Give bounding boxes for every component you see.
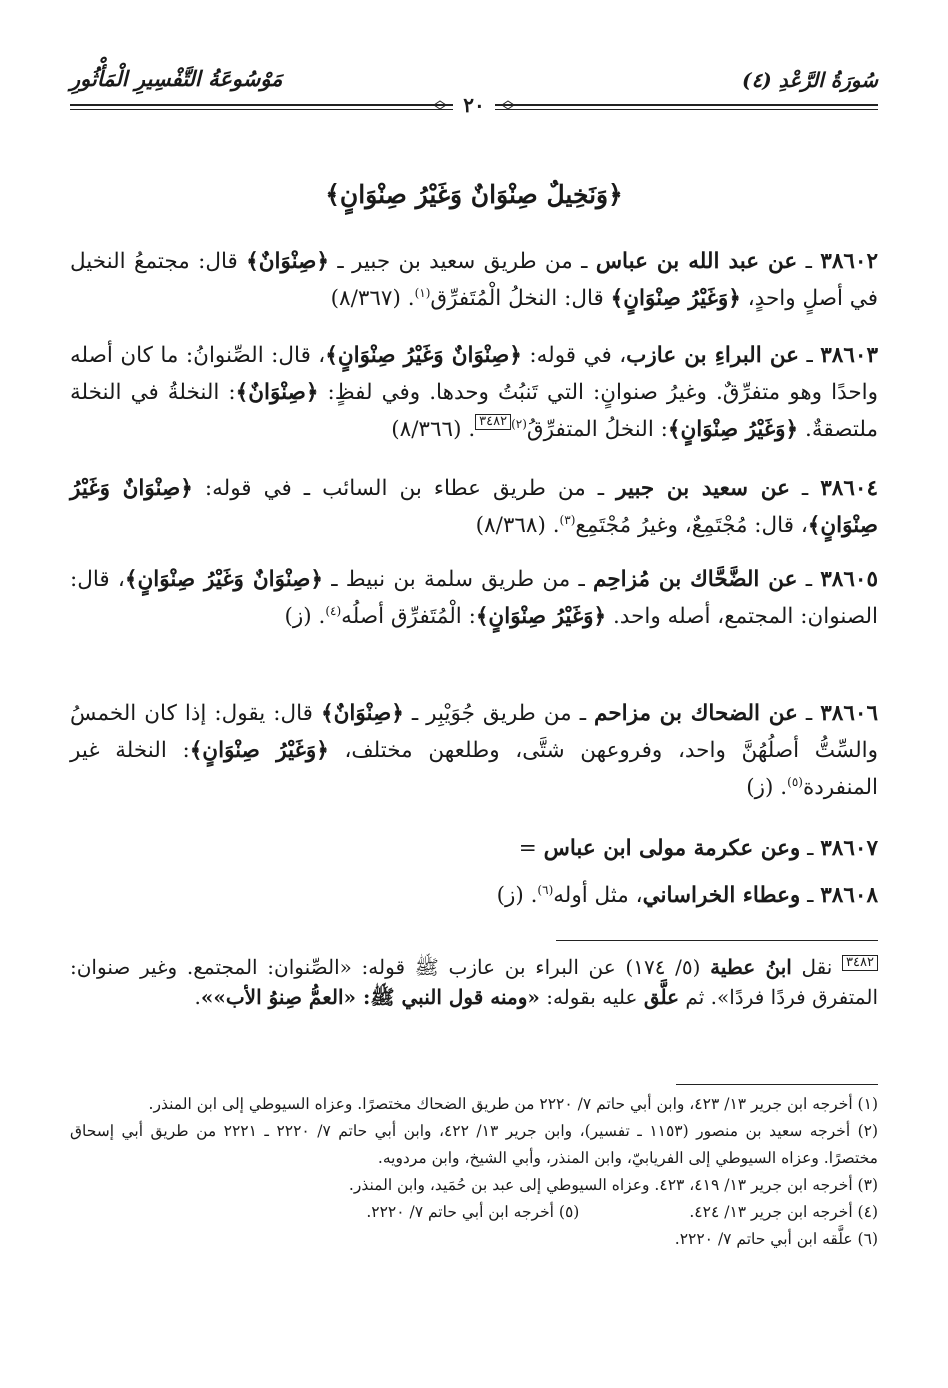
commentary-separator [556, 940, 878, 941]
surah-title: سُورَةُ الرَّعْدِ (٤) [742, 68, 878, 92]
commentary-author: ابنُ عطية [710, 955, 792, 979]
narration-text: ، في قوله: [521, 343, 627, 368]
book-title: مَوْسُوعَةُ التَّفْسِيرِ الْمَأْثُورِ [70, 66, 283, 91]
narrator: عن عبد الله بن عباس [595, 249, 798, 274]
narration-text: . [468, 417, 476, 442]
footnote-marker: (٥) [787, 774, 803, 789]
narration-text: قال: يقول: إذا كان الخمسُ والسِّتُّ أصلُهُنَّ واحد، وفروعهن شتَّى، وطلعهن مختلف، [70, 701, 878, 763]
verse-heading: ﴿وَنَخِيلٌ صِنْوَانٌ وَغَيْرُ صِنْوَانٍ﴾ [325, 180, 623, 209]
reference: (٨/٣٦٧) [330, 286, 401, 311]
narration-text: : النخلُ المتفرِّقُ [526, 417, 668, 442]
page-number: ٢٠ [453, 93, 494, 117]
narration-text: ، قال: الصِّنوانُ: ما كان أصله واحدًا وهو متفرِّقٌ. وغيرُ صنوانٍ: التي تَنبُتُ وحدها. وفي لفظٍ: [70, 343, 879, 405]
commentary-number: ٣٤٨٢ [842, 955, 878, 971]
narration-38602: ٣٨٦٠٢ ـ عن عبد الله بن عباس ـ من طريق سعيد بن جبير ـ ﴿صِنْوَانٌ﴾ قال: مجتمعُ النخيل في أصلٍ واحدٍ، ﴿وَغَيْرُ صِنْوَانٍ﴾ قال: النخلُ الْمُتَفرِّق$^{(١)}$. (٨/٣٦٧) [70, 249, 879, 311]
narration-text: = [518, 836, 544, 861]
footnote: (٣) أخرجه ابن جرير ١٣/ ٤١٩، ٤٢٣. وعزاه السيوطي إلى عبد بن حُمَيد، وابن المنذر. [348, 1176, 878, 1194]
narration-text: ، قال: مُجْتَمِعٌ، وغيرُ مُجْتَمِع [575, 513, 808, 538]
quran-quote: ﴿وَغَيْرُ صِنْوَانٍ﴾ [667, 417, 799, 442]
quran-quote: ﴿صِنْوَانٌ﴾ [320, 701, 404, 726]
narration-text: . [530, 883, 538, 908]
left-ornament-icon [374, 100, 448, 110]
commentary-note [70, 952, 878, 1012]
narration-text: . [780, 775, 788, 800]
narration-text: . [318, 604, 326, 629]
narration-number: ٣٨٦٠٣ [820, 343, 878, 368]
narration-text: : الْمُتَفرِّق أصلُه [341, 604, 476, 629]
footnote: (٦) علَّقه ابن أبي حاتم ٧/ ٢٢٢٠. [674, 1230, 878, 1248]
narrator: عن الضحاك بن مزاحم [594, 701, 798, 726]
footnote-marker: (٣) [559, 512, 576, 527]
narration-number: ٣٨٦٠٤ [820, 476, 878, 501]
narration-38606: ٣٨٦٠٦ ـ عن الضحاك بن مزاحم ـ من طريق جُوَيْبِر ـ ﴿صِنْوَانٌ﴾ قال: يقول: إذا كان الخمسُ والسِّتُّ أصلُهُنَّ واحد، وفروعهن شتَّى، وطلعهن مختلف، ﴿وَغَيْرُ صِنْوَانٍ﴾: النخلة غير المنفردة$^{(٥)}$. (ز) [70, 701, 878, 800]
quran-quote: ﴿صِنْوَانٌ﴾ [235, 380, 319, 405]
narration-number: ٣٨٦٠٥ [820, 567, 878, 592]
commentary-text: عليه بقوله: [539, 985, 644, 1009]
narration-number: ٣٨٦٠٦ [820, 701, 878, 726]
narration-text: ـ من طريق جُوَيْبِر ـ [403, 701, 595, 726]
narration-number: ٣٨٦٠٨ [820, 883, 878, 908]
narration-text: . [407, 286, 415, 311]
narrator: وعن عكرمة مولى ابن عباس [543, 836, 801, 861]
reference: (٨/٣٦٦) [391, 417, 462, 442]
quran-quote: ﴿وَغَيْرُ صِنْوَانٍ﴾ [610, 286, 741, 311]
footnote-marker: (١) [414, 285, 431, 300]
footnote: (٢) أخرجه سعيد بن منصور (١١٥٣ ـ تفسير)، وابن جرير ١٣/ ٤٢٢، وابن أبي حاتم ٧/ ٢٢٢٠ ـ ٢٢٢١ من طريق أبي إسحاق مختصرًا. وعزاه السيوطي إلى الفريابيّ، وابن المنذر، وأبي الشيخ، وابن مردويه. [70, 1122, 879, 1167]
footnote-marker: (٢) [511, 416, 527, 431]
quran-quote: ﴿وَغَيْرُ صِنْوَانٍ﴾ [189, 738, 329, 763]
narration-text: ـ من طريق عطاء بن السائب ـ في قوله: [192, 476, 617, 501]
narration-38607: ٣٨٦٠٧ ـ وعن عكرمة مولى ابن عباس = [518, 836, 878, 861]
narration-text: ، مثل أوله [553, 883, 643, 908]
narration-text: قال: مجتمعُ النخيل في أصلٍ واحدٍ، [70, 249, 878, 311]
narration-number: ٣٨٦٠٢ [820, 249, 879, 274]
narration-text: : النخلة غير المنفردة [70, 738, 878, 800]
narration-38605: ٣٨٦٠٥ ـ عن الضَّحَّاك بن مُزاحِم ـ من طريق سلمة بن نبيط ـ ﴿صِنْوَانٌ وَغَيْرُ صِنْوَانٍ﴾، قال: الصنوان: المجتمع، أصله واحد. ﴿وَغَيْرُ صِنْوَانٍ﴾: الْمُتَفرِّق أصلُه$^{(٤)}$. (ز) [70, 567, 878, 629]
quran-quote: ﴿صِنْوَانٌ﴾ [246, 249, 329, 274]
narration-text: : النخلةُ في النخلة ملتصقةٌ. [70, 380, 878, 442]
commentary-text: نقل [791, 955, 843, 979]
narration-number: ٣٨٦٠٧ [820, 836, 878, 861]
narration-text: ، قال: الصنوان: المجتمع، أصله واحد. [70, 567, 878, 629]
footnote: (١) أخرجه ابن جرير ١٣/ ٤٢٣، وابن أبي حاتم ٧/ ٢٢٢٠ من طريق الضحاك مختصرًا. وعزاه السيوطي إلى ابن المنذر. [148, 1095, 878, 1113]
commentary-marker: ٣٤٨٢ [475, 414, 511, 430]
commentary-text: . [194, 985, 201, 1009]
quran-quote: ﴿صِنْوَانٌ وَغَيْرُ صِنْوَانٍ﴾ [325, 343, 522, 368]
footnotes [70, 1091, 878, 1253]
narration-text: ـ من طريق سعيد بن جبير ـ [328, 249, 596, 274]
footnote-marker: (٦) [537, 882, 554, 897]
narrator: عن الضَّحَّاك بن مُزاحِم [593, 567, 798, 592]
page-number-block [0, 93, 948, 123]
reference: (ز) [284, 604, 312, 629]
footnote-marker: (٤) [325, 603, 342, 618]
footnote: (٤) أخرجه ابن جرير ١٣/ ٤٢٤. [689, 1203, 878, 1221]
narrator: عن سعيد بن جبير [616, 476, 790, 501]
footnote: (٥) أخرجه ابن أبي حاتم ٧/ ٢٢٢٠. [366, 1203, 580, 1221]
narrator: وعطاء الخراساني [642, 883, 801, 908]
commentary-text: (٥/ ١٧٤) عن البراء بن عازب ﷺ قوله: «الصِّنوان: المجتمع. وغير صنوان: المتفرق فردًا فردًا». ثم [70, 955, 878, 1009]
commentary-quote: «ومنه قول النبي ﷺ: «العمُّ صِنوُ الأب»» [200, 985, 540, 1009]
quran-quote: ﴿صِنْوَانٌ وَغَيْرُ صِنْوَانٍ﴾ [124, 567, 324, 592]
quran-quote: ﴿صِنْوَانٌ وَغَيْرُ صِنْوَانٍ﴾ [70, 476, 878, 538]
footnote-row [70, 1199, 878, 1226]
narration-text: ـ من طريق سلمة بن نبيط ـ [323, 567, 594, 592]
quran-quote: ﴿وَغَيْرُ صِنْوَانٍ﴾ [475, 604, 607, 629]
reference: (ز) [496, 883, 524, 908]
narration-38608: ٣٨٦٠٨ ـ وعطاء الخراساني، مثل أوله$^{(٦)}$. (ز) [496, 882, 878, 908]
reference: (ز) [746, 775, 774, 800]
right-ornament-icon [500, 100, 574, 110]
narration-38603: ٣٨٦٠٣ ـ عن البراءِ بن عازب، في قوله: ﴿صِنْوَانٌ وَغَيْرُ صِنْوَانٍ﴾، قال: الصِّنوانُ: ما كان أصله واحدًا وهو متفرِّقٌ. وغيرُ صنوانٍ: التي تَنبُتُ وحدها. وفي لفظٍ: ﴿صِنْوَانٌ﴾: النخلةُ في النخلة ملتصقةٌ. ﴿وَغَيْرُ صِنْوَانٍ﴾: النخلُ المتفرِّقُ$^{(٢)}$٣٤٨٢. (٨/٣٦٦) [70, 343, 879, 442]
narrator: عن البراءِ بن عازب [626, 343, 800, 368]
commentary-keyword: علَّق [643, 985, 680, 1009]
reference: (٨/٣٦٨) [475, 513, 546, 538]
footnote-separator [676, 1084, 878, 1085]
narration-text: . [552, 513, 560, 538]
narration-38604: ٣٨٦٠٤ ـ عن سعيد بن جبير ـ من طريق عطاء بن السائب ـ في قوله: ﴿صِنْوَانٌ وَغَيْرُ صِنْوَانٍ﴾، قال: مُجْتَمِعٌ، وغيرُ مُجْتَمِع$^{(٣)}$. (٨/٣٦٨) [70, 476, 878, 538]
narration-text: قال: النخلُ الْمُتَفرِّق [430, 286, 611, 311]
